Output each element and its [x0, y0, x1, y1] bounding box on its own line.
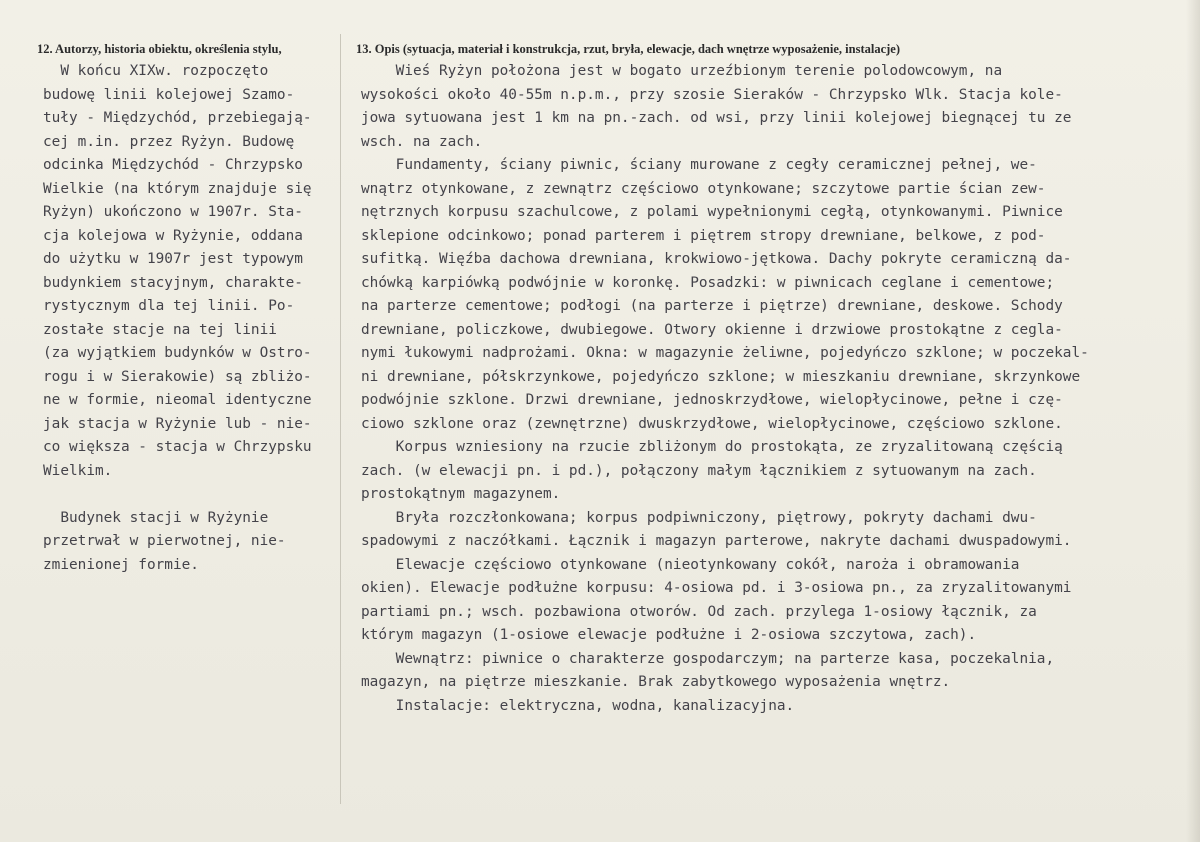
text-line: magazyn, na piętrze mieszkanie. Brak zabytkowego wyposażenia wnętrz. — [361, 674, 951, 690]
text-line: rystycznym dla tej linii. Po- — [43, 298, 295, 314]
section-12-header: 12. Autorzy, historia obiektu, określenia stylu, — [37, 42, 282, 56]
paragraph-gap — [43, 483, 312, 507]
text-line: Ryżyn) ukończono w 1907r. Sta- — [43, 204, 303, 220]
text-line: W końcu XIXw. rozpoczęto — [43, 63, 269, 79]
text-line: sklepione odcinkowo; ponad parterem i piętrem stropy drewniane, belkowe, z pod- — [361, 227, 1046, 244]
text-line: tuły - Międzychód, przebiegają- — [43, 110, 312, 126]
text-line: sufitką. Więźba dachowa drewniana, krokwiowo-jętkowa. Dachy pokryte ceramiczną da- — [361, 251, 1072, 267]
text-line: na parterze cementowe; podłogi (na parterze i piętrze) drewniane, deskowe. Schody — [361, 298, 1063, 314]
text-line: rogu i w Sierakowie) są zbliżo- — [43, 368, 312, 385]
text-line: Budynek stacji w Ryżynie — [43, 509, 269, 526]
text-line: chówką karpiówką podwójnie w koronkę. Posadzki: w piwnicach ceglane i cementowe; — [361, 274, 1055, 291]
description-text-column — [361, 60, 1089, 718]
text-line: nętrznych korpusu szachulcowe, z polami wypełnionymi cegłą, otynkowanymi. Piwnice — [361, 204, 1063, 220]
text-line: wnątrz otynkowane, z zewnątrz częściowo otynkowane; szczytowe partie ścian zew- — [361, 180, 1046, 197]
section-13-header: 13. Opis (sytuacja, materiał i konstrukcja, rzut, bryła, elewacje, dach wnętrze wyposażenie, instalacje) — [356, 42, 901, 56]
text-line: Elewacje częściowo otynkowane (nieotynkowany cokół, naroża i obramowania — [361, 556, 1020, 573]
text-line: Wewnątrz: piwnice o charakterze gospodarczym; na parterze kasa, poczekalnia, — [361, 650, 1055, 667]
text-line: prostokątnym magazynem. — [361, 486, 561, 502]
text-line: ni drewniane, półskrzynkowe, pojedyńczo szklone; w mieszkaniu drewniane, skrzynkowe — [361, 368, 1081, 385]
text-line: Wieś Ryżyn położona jest w bogato urzeźbionym terenie polodowcowym, na — [361, 63, 1003, 79]
text-line: ciowo szklone oraz (zewnętrzne) dwuskrzydłowe, wielopłycinowe, częściowo szklone. — [361, 415, 1063, 432]
text-line: Bryła rozczłonkowana; korpus podpiwniczony, piętrowy, pokryty dachami dwu- — [361, 509, 1037, 526]
text-line: Korpus wzniesiony na rzucie zbliżonym do prostokąta, ze zryzalitowaną częścią — [361, 439, 1063, 455]
text-line: budowę linii kolejowej Szamo- — [43, 86, 295, 103]
text-line: drewniane, policzkowe, dwubiegowe. Otwory okienne i drzwiowe prostokątne z cegla- — [361, 321, 1063, 338]
text-line: nymi łukowymi nadprożami. Okna: w magazynie żeliwne, pojedyńczo szklone; w poczekal- — [361, 345, 1089, 361]
text-line: zmienionej formie. — [43, 556, 199, 573]
text-line: odcinka Międzychód - Chrzypsko — [43, 157, 303, 173]
text-line: wsch. na zach. — [361, 133, 483, 150]
text-line: Fundamenty, ściany piwnic, ściany murowane z cegły ceramicznej pełnej, we- — [361, 157, 1037, 173]
text-line: jowa sytuowana jest 1 km na pn.-zach. od wsi, przy linii kolejowej biegnącej tu ze — [361, 110, 1072, 126]
text-line: budynkiem stacyjnym, charakte- — [43, 274, 303, 291]
text-line: cej m.in. przez Ryżyn. Budowę — [43, 133, 295, 150]
text-line: cja kolejowa w Ryżynie, oddana — [43, 227, 303, 244]
text-line: zach. (w elewacji pn. i pd.), połączony małym łącznikiem z sytuowanym na zach. — [361, 462, 1037, 479]
text-line: spadowymi z naczółkami. Łącznik i magazyn parterowe, nakryte dachami dwuspadowymi. — [361, 533, 1072, 549]
text-line: zostałe stacje na tej linii — [43, 321, 277, 338]
page-edge-shadow — [1186, 0, 1200, 842]
text-line: co większa - stacja w Chrzypsku — [43, 439, 312, 455]
text-line: ne w formie, nieomal identyczne — [43, 392, 312, 408]
text-line: podwójnie szklone. Drzwi drewniane, jednoskrzydłowe, wielopłycinowe, pełne i czę- — [361, 392, 1063, 408]
text-line: przetrwał w pierwotnej, nie- — [43, 533, 286, 549]
text-line: Wielkie (na którym znajduje się — [43, 180, 312, 197]
text-line: partiami pn.; wsch. pozbawiona otworów. Od zach. przylega 1-osiowy łącznik, za — [361, 603, 1037, 620]
text-line: Wielkim. — [43, 462, 113, 479]
text-line: okien). Elewacje podłużne korpusu: 4-osiowa pd. i 3-osiowa pn., za zryzalitowanymi — [361, 580, 1072, 596]
text-line: którym magazyn (1-osiowe elewacje podłużne i 2-osiowa szczytowa, zach). — [361, 627, 977, 643]
text-line: (za wyjątkiem budynków w Ostro- — [43, 345, 312, 361]
text-line: wysokości około 40-55m n.p.m., przy szosie Sieraków - Chrzypsko Wlk. Stacja kole- — [361, 86, 1063, 103]
text-line: do użytku w 1907r jest typowym — [43, 251, 303, 267]
text-line: Instalacje: elektryczna, wodna, kanalizacyjna. — [361, 697, 795, 714]
column-divider — [340, 34, 341, 804]
text-line: jak stacja w Ryżynie lub - nie- — [43, 415, 312, 432]
history-text-column — [43, 60, 312, 577]
